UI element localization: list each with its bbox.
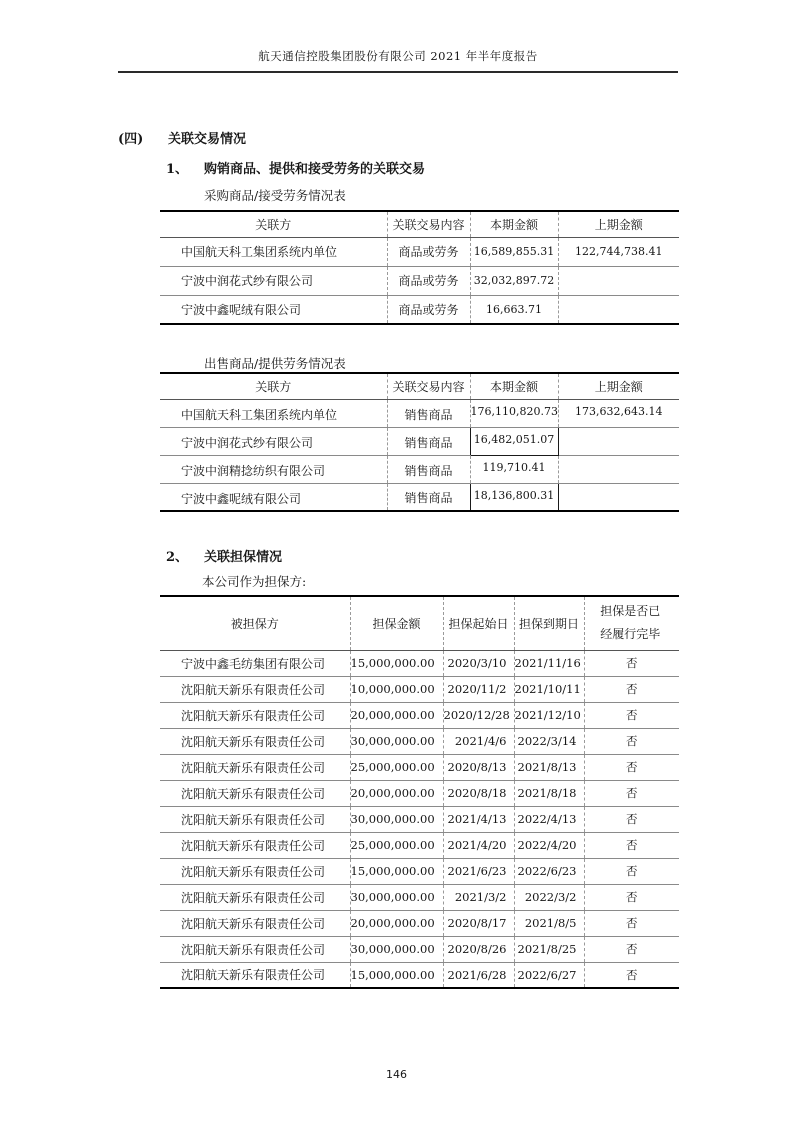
table-row (160, 728, 679, 754)
transaction-content: 销售商品 (387, 399, 470, 427)
col-header-transaction-content: 关联交易内容 (387, 211, 470, 237)
guarantee-fulfilled: 否 (584, 754, 679, 780)
guarantee-fulfilled: 否 (584, 936, 679, 962)
related-party: 中国航天科工集团系统内单位 (160, 399, 387, 427)
guarantee-fulfilled: 否 (584, 780, 679, 806)
prior-amount (558, 427, 679, 455)
transaction-content: 商品或劳务 (387, 295, 470, 324)
guarantee-end-date: 2021/11/16 (514, 650, 584, 676)
guarantee-fulfilled: 否 (584, 728, 679, 754)
related-party: 宁波中鑫呢绒有限公司 (181, 491, 302, 506)
table-row (160, 936, 679, 962)
prior-amount (558, 455, 679, 483)
table-row (160, 858, 679, 884)
guarantee-fulfilled: 否 (584, 910, 679, 936)
guarantee-end-date: 2022/4/13 (514, 806, 584, 832)
guaranteed-party: 沈阳航天新乐有限责任公司 (160, 884, 350, 910)
guaranteed-party: 沈阳航天新乐有限责任公司 (160, 858, 350, 884)
guarantee-end-date: 2022/3/14 (514, 728, 584, 754)
current-amount: 16,482,051.07 (470, 427, 558, 455)
guaranteed-party: 沈阳航天新乐有限责任公司 (160, 676, 350, 702)
guarantee-table (160, 595, 679, 989)
table-row (160, 650, 679, 676)
guarantee-fulfilled: 否 (584, 676, 679, 702)
table-row (160, 910, 679, 936)
col-header-start-date: 担保起始日 (443, 596, 514, 650)
guarantee-end-date: 2021/12/10 (514, 702, 584, 728)
guarantee-start-date: 2020/11/2 (443, 676, 514, 702)
guarantee-start-date: 2021/6/28 (443, 962, 514, 988)
guarantee-end-date: 2022/6/27 (514, 962, 584, 988)
current-amount: 119,710.41 (470, 455, 558, 483)
subsection-heading-related-guarantees (166, 546, 282, 565)
table-row (160, 427, 679, 455)
page-header (118, 48, 678, 73)
report-title: 航天通信控股集团股份有限公司 2021 年半年度报告 (258, 49, 538, 63)
table-row (160, 399, 679, 427)
col-header-current-amount: 本期金额 (470, 211, 558, 237)
subsection-number: 1、 (166, 162, 189, 177)
guarantee-fulfilled: 否 (584, 858, 679, 884)
guarantee-start-date: 2021/6/23 (443, 858, 514, 884)
guarantee-fulfilled: 否 (584, 832, 679, 858)
table-row (160, 266, 679, 295)
table-row (160, 455, 679, 483)
table-row (160, 832, 679, 858)
guarantee-amount: 30,000,000.00 (350, 884, 443, 910)
guarantor-note: 本公司作为担保方: (202, 574, 307, 589)
transaction-content: 销售商品 (387, 427, 470, 455)
subsection-number: 2、 (166, 550, 189, 565)
subsection-title: 购销商品、提供和接受劳务的关联交易 (204, 162, 426, 177)
current-amount: 16,663.71 (470, 295, 558, 324)
guarantee-amount: 25,000,000.00 (350, 754, 443, 780)
guarantee-start-date: 2021/4/13 (443, 806, 514, 832)
current-amount: 176,110,820.73 (470, 399, 558, 427)
guarantee-fulfilled: 否 (584, 650, 679, 676)
table-row (160, 806, 679, 832)
current-amount: 16,589,855.31 (470, 237, 558, 266)
guarantee-end-date: 2021/8/25 (514, 936, 584, 962)
guarantee-end-date: 2021/8/5 (514, 910, 584, 936)
sales-table-caption: 出售商品/提供劳务情况表 (204, 356, 346, 371)
transaction-content: 销售商品 (387, 455, 470, 483)
related-party: 宁波中润花式纱有限公司 (160, 427, 387, 455)
related-party: 中国航天科工集团系统内单位 (160, 237, 387, 266)
guaranteed-party: 沈阳航天新乐有限责任公司 (160, 806, 350, 832)
table-header-row (160, 373, 679, 399)
guarantee-amount: 20,000,000.00 (350, 910, 443, 936)
prior-amount (558, 266, 679, 295)
guarantee-amount: 30,000,000.00 (350, 728, 443, 754)
table-row (160, 780, 679, 806)
sales-table (160, 372, 679, 512)
guaranteed-party: 沈阳航天新乐有限责任公司 (160, 728, 350, 754)
table-row (160, 962, 679, 988)
col-header-prior-amount: 上期金额 (558, 211, 679, 237)
transaction-content: 商品或劳务 (387, 237, 470, 266)
table-header-row (160, 211, 679, 237)
transaction-content: 商品或劳务 (387, 266, 470, 295)
prior-amount (558, 483, 679, 511)
guarantee-amount: 20,000,000.00 (350, 780, 443, 806)
table-row (160, 676, 679, 702)
guaranteed-party: 沈阳航天新乐有限责任公司 (160, 936, 350, 962)
guarantee-start-date: 2020/3/10 (443, 650, 514, 676)
guarantee-end-date: 2021/8/13 (514, 754, 584, 780)
guaranteed-party: 沈阳航天新乐有限责任公司 (160, 754, 350, 780)
page-number: 146 (386, 1068, 407, 1081)
col-header-transaction-content: 关联交易内容 (387, 373, 470, 399)
table-row (160, 884, 679, 910)
col-header-end-date: 担保到期日 (514, 596, 584, 650)
guaranteed-party: 沈阳航天新乐有限责任公司 (160, 832, 350, 858)
guarantee-amount: 15,000,000.00 (350, 650, 443, 676)
guaranteed-party: 宁波中鑫毛纺集团有限公司 (160, 650, 350, 676)
current-amount: 18,136,800.31 (470, 483, 558, 511)
guarantee-end-date: 2022/4/20 (514, 832, 584, 858)
guarantee-amount: 15,000,000.00 (350, 858, 443, 884)
related-party: 宁波中鑫呢绒有限公司 (181, 302, 302, 317)
prior-amount: 173,632,643.14 (558, 399, 679, 427)
guarantee-fulfilled: 否 (584, 806, 679, 832)
guarantee-amount: 30,000,000.00 (350, 806, 443, 832)
guarantee-end-date: 2022/3/2 (514, 884, 584, 910)
guarantee-start-date: 2021/4/6 (443, 728, 514, 754)
guarantee-end-date: 2022/6/23 (514, 858, 584, 884)
guarantee-start-date: 2020/8/13 (443, 754, 514, 780)
guaranteed-party: 沈阳航天新乐有限责任公司 (160, 910, 350, 936)
guarantee-start-date: 2020/12/28 (443, 702, 514, 728)
subsection-title: 关联担保情况 (204, 550, 283, 565)
guaranteed-party: 沈阳航天新乐有限责任公司 (160, 780, 350, 806)
purchase-table-caption: 采购商品/接受劳务情况表 (204, 188, 346, 203)
guaranteed-party: 沈阳航天新乐有限责任公司 (160, 702, 350, 728)
guarantee-start-date: 2020/8/18 (443, 780, 514, 806)
guarantee-amount: 25,000,000.00 (350, 832, 443, 858)
guarantee-start-date: 2021/3/2 (443, 884, 514, 910)
guarantee-amount: 15,000,000.00 (350, 962, 443, 988)
guaranteed-party: 沈阳航天新乐有限责任公司 (181, 968, 326, 983)
guarantee-fulfilled: 否 (584, 884, 679, 910)
related-party: 宁波中润花式纱有限公司 (160, 266, 387, 295)
col-header-fulfilled: 担保是否已经履行完毕 (584, 596, 679, 650)
guarantee-fulfilled: 否 (584, 962, 679, 988)
prior-amount: 122,744,738.41 (558, 237, 679, 266)
table-row (160, 237, 679, 266)
guarantee-amount: 20,000,000.00 (350, 702, 443, 728)
guarantee-fulfilled: 否 (584, 702, 679, 728)
section-heading-related-transactions (118, 128, 246, 147)
table-row (160, 483, 679, 511)
col-header-guarantee-amount: 担保金额 (350, 596, 443, 650)
guarantee-start-date: 2020/8/17 (443, 910, 514, 936)
guarantee-amount: 30,000,000.00 (350, 936, 443, 962)
guarantee-start-date: 2021/4/20 (443, 832, 514, 858)
table-header-row (160, 596, 679, 650)
section-number: (四) (118, 132, 144, 147)
col-header-related-party: 关联方 (160, 211, 387, 237)
transaction-content: 销售商品 (387, 483, 470, 511)
related-party: 宁波中润精捻纺织有限公司 (160, 455, 387, 483)
prior-amount (558, 295, 679, 324)
table-row (160, 702, 679, 728)
section-title: 关联交易情况 (168, 132, 247, 147)
col-header-guaranteed-party: 被担保方 (160, 596, 350, 650)
current-amount: 32,032,897.72 (470, 266, 558, 295)
table-row (160, 754, 679, 780)
guarantee-amount: 10,000,000.00 (350, 676, 443, 702)
col-header-current-amount: 本期金额 (470, 373, 558, 399)
guarantee-end-date: 2021/8/18 (514, 780, 584, 806)
table-row (160, 295, 679, 324)
col-header-related-party: 关联方 (160, 373, 387, 399)
purchase-table (160, 210, 679, 325)
col-header-prior-amount: 上期金额 (558, 373, 679, 399)
guarantee-end-date: 2021/10/11 (514, 676, 584, 702)
subsection-heading-purchase-sales (166, 158, 425, 177)
guarantee-start-date: 2020/8/26 (443, 936, 514, 962)
